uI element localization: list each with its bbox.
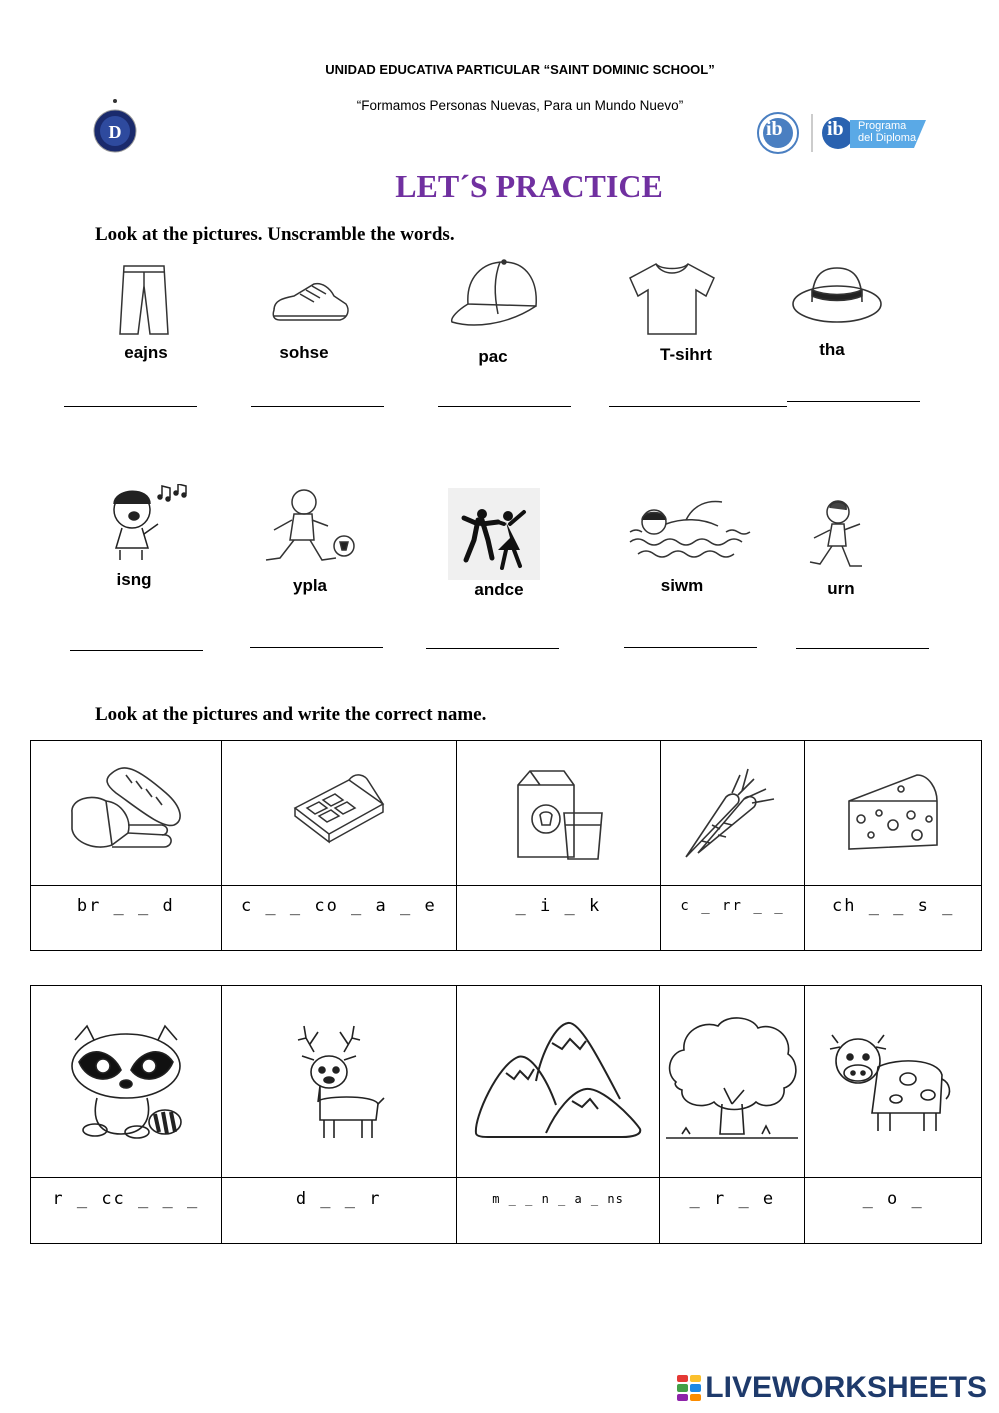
- cow-cell: [805, 986, 982, 1178]
- ib-label-1: Programa: [858, 120, 907, 132]
- mountains-cell: [456, 986, 660, 1178]
- school-motto: “Formamos Personas Nuevas, Para un Mundo Nuevo”: [356, 98, 684, 113]
- scrambled-word-9: siwm: [660, 576, 704, 595]
- answer-input-raccoon[interactable]: [51, 1213, 201, 1233]
- hint-cell-cow: [805, 1178, 982, 1244]
- hint-raccoon: r _ cc _ _ _: [52, 1188, 200, 1209]
- liveworksheets-brand: LIVEWORKSHEETS: [705, 1371, 987, 1404]
- hat-icon: [790, 262, 884, 331]
- hint-cell-bread: [31, 886, 222, 951]
- liveworksheets-logo: [677, 1371, 987, 1405]
- cow-icon: [828, 1027, 958, 1137]
- answer-input-cheese[interactable]: [823, 920, 963, 940]
- bread-cell: [31, 741, 222, 886]
- hint-chocolate: c _ _ co _ a _ e: [240, 896, 437, 916]
- answer-input-jeans[interactable]: [64, 386, 197, 407]
- scrambled-word-4: T-sihrt: [660, 345, 712, 364]
- svg-text:D: D: [108, 122, 122, 142]
- hint-cell-deer: [221, 1178, 456, 1244]
- chocolate-icon: [289, 768, 389, 858]
- answer-input-tree[interactable]: [672, 1213, 792, 1233]
- scrambled-word-5: tha: [819, 340, 845, 359]
- answer-input-run[interactable]: [796, 628, 929, 649]
- deer-icon: [284, 1022, 394, 1142]
- raccoon-cell: [31, 986, 222, 1178]
- answer-input-tshirt[interactable]: [609, 386, 787, 407]
- hint-cell-milk: [457, 886, 661, 951]
- answer-input-mountains[interactable]: [478, 1212, 638, 1232]
- hint-carrot: c _ rr _ _: [680, 898, 785, 914]
- scrambled-word-1: eajns: [124, 343, 168, 362]
- raccoon-icon: [61, 1022, 191, 1142]
- instruction-write-name: Look at the pictures and write the correct name.: [95, 704, 487, 725]
- hint-cell-chocolate: [221, 886, 457, 951]
- carrot-cell: [660, 741, 805, 886]
- scrambled-word-7: ypla: [292, 576, 328, 595]
- ib-letters: ib: [766, 118, 783, 140]
- answer-input-shoes[interactable]: [251, 386, 384, 407]
- mark-square-1: [677, 1375, 688, 1382]
- answer-input-sing[interactable]: [70, 630, 203, 651]
- liveworksheets-mark-icon: [677, 1375, 701, 1401]
- hint-cheese: ch _ _ s _: [832, 896, 955, 916]
- answer-input-cow[interactable]: [823, 1213, 963, 1233]
- instruction-unscramble: Look at the pictures. Unscramble the words.: [95, 224, 455, 245]
- scrambled-word-3: pac: [478, 347, 508, 366]
- running-boy-icon: [806, 498, 868, 579]
- answer-input-play[interactable]: [250, 627, 383, 648]
- hint-cell-mountains: [456, 1178, 660, 1244]
- hint-bread: br _ _ d: [76, 896, 175, 916]
- answer-input-chocolate[interactable]: [244, 920, 434, 940]
- page-title: LET´S PRACTICE: [395, 168, 663, 204]
- cheese-icon: [845, 771, 941, 855]
- answer-input-carrot[interactable]: [672, 919, 792, 939]
- hint-cell-tree: [660, 1178, 805, 1244]
- scrambled-word-6: isng: [116, 570, 152, 589]
- milk-icon: [508, 763, 608, 863]
- hint-deer: d _ _ r: [295, 1188, 382, 1209]
- nature-table: [30, 985, 982, 1244]
- deer-cell: [221, 986, 456, 1178]
- swimmer-icon: [626, 490, 756, 571]
- answer-input-bread[interactable]: [51, 920, 201, 940]
- hint-mountains: m _ _ n _ a _ ns: [492, 1191, 624, 1206]
- hint-cell-raccoon: [31, 1178, 222, 1244]
- bread-icon: [66, 763, 186, 863]
- hint-milk: _ i _ k: [515, 896, 602, 916]
- answer-input-hat[interactable]: [787, 381, 920, 402]
- milk-cell: [457, 741, 661, 886]
- scrambled-word-8: andce: [474, 580, 524, 599]
- answer-input-cap[interactable]: [438, 386, 571, 407]
- answer-input-swim[interactable]: [624, 627, 757, 648]
- answer-input-dance[interactable]: [426, 628, 559, 649]
- food-table: [30, 740, 982, 951]
- mark-square-2: [690, 1375, 701, 1382]
- carrot-icon: [682, 763, 782, 863]
- answer-input-milk[interactable]: [478, 920, 638, 940]
- tree-cell: [660, 986, 805, 1178]
- chocolate-cell: [221, 741, 457, 886]
- dancers-icon: [448, 488, 540, 585]
- tshirt-icon: [626, 260, 718, 341]
- mark-square-3: [677, 1384, 688, 1391]
- shoe-icon: [270, 280, 350, 333]
- cap-icon: [448, 258, 540, 343]
- mountains-icon: [472, 1021, 644, 1143]
- answer-input-deer[interactable]: [264, 1213, 414, 1233]
- hint-cell-cheese: [805, 886, 982, 951]
- mark-square-4: [690, 1384, 701, 1391]
- tree-icon: [662, 1012, 802, 1152]
- soccer-player-icon: [262, 486, 360, 575]
- jeans-icon: [118, 264, 170, 341]
- hint-cow: _ o _: [862, 1188, 924, 1209]
- school-logo-icon: [92, 98, 142, 161]
- hint-tree: _ r _ e: [689, 1188, 776, 1209]
- scrambled-word-2: sohse: [279, 343, 329, 362]
- ib-letters-2: ib: [827, 118, 844, 140]
- ib-logo: [754, 112, 934, 159]
- school-name: UNIDAD EDUCATIVA PARTICULAR “SAINT DOMINIC SCHOOL”: [325, 62, 715, 77]
- cheese-cell: [805, 741, 982, 886]
- ib-label-2: del Diploma: [858, 132, 917, 144]
- scrambled-word-10: urn: [827, 579, 855, 598]
- hint-cell-carrot: [660, 886, 805, 951]
- singing-boy-icon: [100, 484, 190, 569]
- mark-square-6: [690, 1394, 701, 1401]
- mark-square-5: [677, 1394, 688, 1401]
